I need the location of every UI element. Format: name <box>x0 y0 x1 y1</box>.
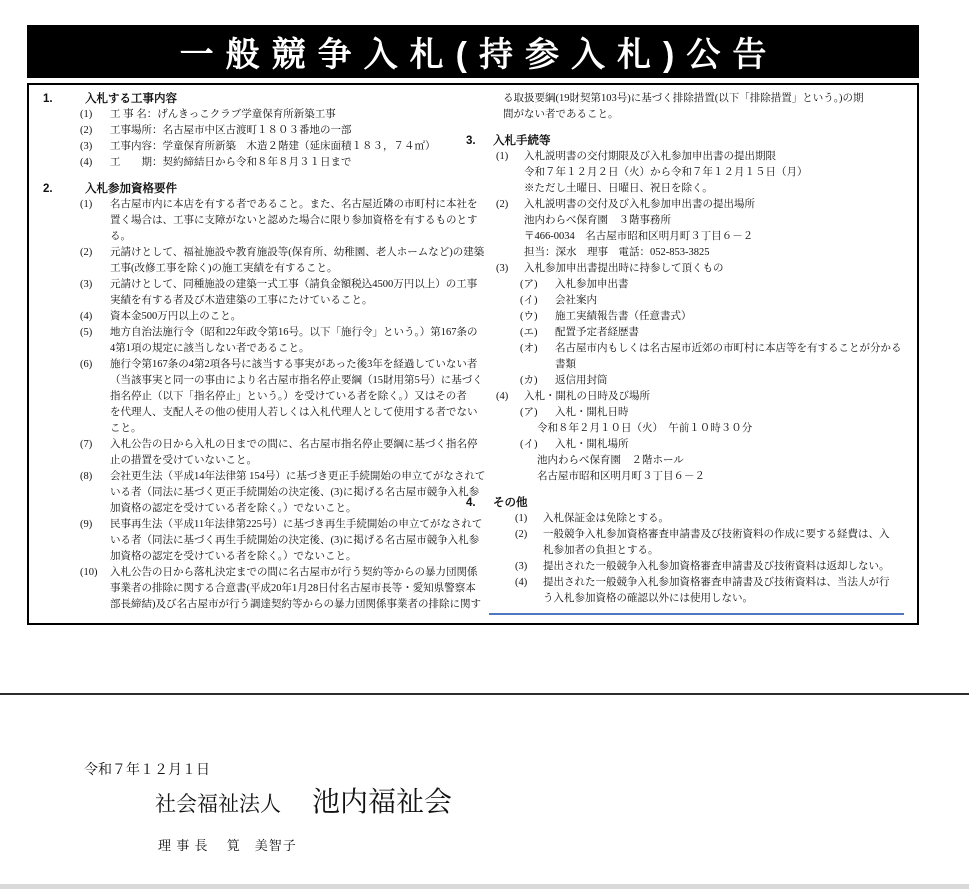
signer-name: 筧 美智子 <box>226 838 297 853</box>
org-type: 社会福祉法人 <box>155 792 281 816</box>
issue-date: 令和７年１２月１日 <box>84 763 210 778</box>
line-text: 元請けとして、福祉施設や教育施設等(保育所、幼稚園、老人ホームなど)の建築 <box>110 247 485 258</box>
line-text: 名古屋市内もしくは名古屋市近郊の市町村に本店等を有することが分かる <box>555 343 902 354</box>
section-heading <box>466 133 914 149</box>
line-text: 〒466-0034 名古屋市昭和区明月町３丁目６－２ <box>524 231 754 242</box>
line-text: 地方自治法施行令（昭和22年政令第16号。以下「施行令」という。）第167条の <box>110 327 478 338</box>
text-line <box>43 229 463 245</box>
text-line <box>43 549 463 565</box>
text-line <box>466 149 914 165</box>
text-line <box>43 565 478 581</box>
line-text: 担当：深水 理事 電話：052-853-3825 <box>524 247 710 258</box>
bottom-edge-strip <box>0 884 969 889</box>
line-text: 置く場合は、工事に支障がないと認めた場合に限り参加資格を有するものとす <box>110 215 478 226</box>
section-heading <box>43 181 463 197</box>
line-label: (10) <box>80 567 98 578</box>
line-text: 入札説明書の交付期限及び入札参加申出書の提出期限 <box>524 151 776 162</box>
text-line <box>43 107 463 123</box>
line-text: 池内わらべ保育園 ３階事務所 <box>524 215 671 226</box>
text-line <box>43 213 478 229</box>
line-text: 会社案内 <box>555 295 597 306</box>
text-line <box>43 277 478 293</box>
line-label: (ウ) <box>520 311 538 322</box>
text-line <box>466 325 914 341</box>
line-label: (2) <box>515 529 528 540</box>
line-text: 工事内容：学童保育所新築 木造２階建（延床面積１８３，７４㎡） <box>110 141 436 152</box>
line-text: 実績を有する者及び木造建築の工事にたけていること。 <box>110 295 373 306</box>
line-label: (4) <box>496 391 509 402</box>
line-text: 部長締結)及び名古屋市が行う調達契約等からの暴力団関係事業者の排除に関す <box>110 599 481 610</box>
line-text: 名古屋市内に本店を有する者であること。また、名古屋近隣の市町村に本社を <box>110 199 478 210</box>
section-number: 1. <box>43 93 53 105</box>
line-text: 工 事 名：げんきっこクラブ学童保育所新築工事 <box>110 109 336 120</box>
line-label: (3) <box>496 263 509 274</box>
text-line <box>43 389 467 405</box>
text-line <box>466 197 914 213</box>
line-label: (イ) <box>520 439 538 450</box>
line-text: 加資格の認定を受けている者を除く。）でないこと。 <box>110 503 357 514</box>
line-text: 提出された一般競争入札参加資格審査申請書及び技術資料は、当法人が行 <box>543 577 890 588</box>
text-line <box>466 389 914 405</box>
text-line <box>43 597 481 613</box>
line-text: 入札・開札日時 <box>555 407 629 418</box>
line-label: (ア) <box>520 279 538 290</box>
text-line <box>43 245 485 261</box>
section-heading <box>43 91 463 107</box>
line-text: 入札説明書の交付及び入札参加申出書の提出場所 <box>524 199 755 210</box>
line-text: 事業者の排除に関する合意書(平成20年1月28日付名古屋市長等・愛知県警察本 <box>110 583 476 594</box>
text-line <box>466 543 914 559</box>
text-line <box>466 213 914 229</box>
line-text: 名古屋市昭和区明月町３丁目６－２ <box>537 471 705 482</box>
text-line <box>43 501 463 517</box>
text-line <box>466 277 914 293</box>
text-line <box>466 165 914 181</box>
text-line <box>466 341 914 357</box>
text-line <box>43 581 476 597</box>
line-text: こと。 <box>110 423 142 434</box>
line-text: 入札参加申出書提出時に持参して頂くもの <box>524 263 724 274</box>
line-label: (ア) <box>520 407 538 418</box>
text-line <box>466 373 914 389</box>
line-text: る。 <box>110 231 131 242</box>
line-text: 工事(改修工事を除く)の施工実績を有すること。 <box>110 263 338 274</box>
text-line <box>43 293 463 309</box>
line-text: 令和８年２月１０日（火） 午前１０時３０分 <box>537 423 753 434</box>
left-column <box>43 91 486 613</box>
line-text: 民事再生法（平成11年法律第225号）に基づき再生手続開始の申立てがなされて <box>110 519 483 530</box>
text-line <box>466 591 914 607</box>
text-line <box>466 469 914 485</box>
text-line <box>466 511 914 527</box>
text-line <box>466 453 914 469</box>
line-label: (7) <box>80 439 93 450</box>
text-line <box>43 341 463 357</box>
line-text: 入札公告の日から入札の日までの間に、名古屋市指名停止要綱に基づく指名停 <box>110 439 478 450</box>
line-label: (2) <box>80 247 93 258</box>
line-label: (オ) <box>520 343 538 354</box>
line-text: 会社更生法（平成14年法律第 154号）に基づき更正手続開始の申立てがなされて <box>110 471 486 482</box>
line-label: (2) <box>80 125 93 136</box>
section-title: 入札参加資格要件 <box>85 183 177 195</box>
line-text: いる者（同法に基づく更正手続開始の決定後、(3)に掲げる名古屋市競争入札参 <box>110 487 480 498</box>
line-text: 返信用封筒 <box>555 375 608 386</box>
text-line <box>43 309 463 325</box>
organization-line <box>155 780 452 820</box>
line-label: (1) <box>80 109 93 120</box>
line-text: 入札・開札の日時及び場所 <box>524 391 650 402</box>
line-text: 工 期：契約締結日から令和８年８月３１日まで <box>110 157 352 168</box>
line-label: (イ) <box>520 295 538 306</box>
line-text: 入札保証金は免除とする。 <box>543 513 669 524</box>
line-text: を代理人、支配人その他の使用人若しくは入札代理人として使用する者でない <box>110 407 478 418</box>
line-label: (カ) <box>520 375 538 386</box>
line-text: 令和７年１２月２日（火）から令和７年１２月１５日（月） <box>524 167 808 178</box>
text-line <box>466 575 914 591</box>
text-line <box>43 155 463 171</box>
text-line <box>43 197 478 213</box>
line-label: (1) <box>496 151 509 162</box>
text-line <box>43 421 463 437</box>
signer-line <box>158 835 297 854</box>
line-text: いる者（同法に基づく再生手続開始の決定後、(3)に掲げる名古屋市競争入札参 <box>110 535 480 546</box>
line-label: (9) <box>80 519 93 530</box>
line-text: 配置予定者経歴書 <box>555 327 639 338</box>
line-text: 池内わらべ保育園 ２階ホール <box>537 455 684 466</box>
line-label: (3) <box>515 561 528 572</box>
section-number: 4. <box>466 497 476 509</box>
text-line <box>466 309 914 325</box>
line-text: 施工実績報告書（任意書式） <box>555 311 692 322</box>
org-name: 池内福祉会 <box>312 787 453 818</box>
text-line <box>43 485 480 501</box>
page-divider-rule <box>0 693 969 695</box>
line-text: 入札・開札場所 <box>555 439 629 450</box>
text-line <box>466 91 914 107</box>
page-title: 一般競争入札(持参入札)公告 <box>179 36 779 74</box>
text-line <box>466 559 914 575</box>
line-label: (4) <box>80 311 93 322</box>
line-text: う入札参加資格の確認以外には使用しない。 <box>543 593 753 604</box>
line-text: 間がない者であること。 <box>503 109 619 120</box>
text-line <box>43 139 463 155</box>
text-line <box>43 261 463 277</box>
text-line <box>466 437 914 453</box>
line-label: (4) <box>80 157 93 168</box>
section-number: 3. <box>466 135 476 147</box>
text-line <box>43 517 483 533</box>
text-line <box>466 107 914 123</box>
line-text: 指名停止（以下「指名停止」という。）を受けている者を除く。）又はその者 <box>110 391 467 402</box>
right-column <box>466 91 914 615</box>
text-line <box>43 405 478 421</box>
line-text: 元請けとして、同種施設の建築一式工事（請負金額税込4500万円以上）の工事 <box>110 279 478 290</box>
line-label: (3) <box>80 141 93 152</box>
text-line <box>466 421 914 437</box>
text-line <box>43 123 463 139</box>
line-text: 加資格の認定を受けている者を除く。）でないこと。 <box>110 551 357 562</box>
text-line <box>43 373 483 389</box>
section-title: 入札手続等 <box>493 135 551 147</box>
text-line <box>43 453 463 469</box>
line-label: (6) <box>80 359 93 370</box>
line-label: (1) <box>515 513 528 524</box>
line-text: （当該事実と同一の事由により名古屋市指名停止要綱（15財用第5号）に基づく <box>110 375 483 386</box>
line-label: (4) <box>515 577 528 588</box>
line-text: 止の措置を受けていないこと。 <box>110 455 257 466</box>
line-text: 資本金500万円以上のこと。 <box>110 311 242 322</box>
text-line <box>43 325 478 341</box>
text-line <box>466 261 914 277</box>
text-line <box>466 245 914 261</box>
line-text: 入札参加申出書 <box>555 279 629 290</box>
text-line <box>466 357 914 373</box>
text-line <box>466 229 914 245</box>
text-line <box>43 469 486 485</box>
title-banner <box>27 25 919 78</box>
text-line <box>466 181 914 197</box>
section-heading <box>466 495 914 511</box>
section-divider-rule <box>489 613 904 615</box>
line-text: 工事場所：名古屋市中区古渡町１８０３番地の一部 <box>110 125 352 136</box>
notice-document <box>27 83 919 625</box>
signer-title: 理 事 長 <box>158 838 209 853</box>
text-line <box>466 293 914 309</box>
line-text: る取扱要綱(19財契第103号)に基づく排除措置(以下「排除措置」という。)の期 <box>503 93 864 104</box>
text-line <box>43 533 480 549</box>
section-number: 2. <box>43 183 53 195</box>
line-text: 書類 <box>555 359 576 370</box>
line-label: (5) <box>80 327 93 338</box>
line-label: (2) <box>496 199 509 210</box>
section-title: 入札する工事内容 <box>85 93 177 105</box>
text-line <box>43 357 478 373</box>
line-text: ※ただし土曜日、日曜日、祝日を除く。 <box>524 183 713 194</box>
line-text: 4第1項の規定に該当しない者であること。 <box>110 343 310 354</box>
line-text: 札参加者の負担とする。 <box>543 545 659 556</box>
line-text: 入札公告の日から落札決定までの間に名古屋市が行う契約等からの暴力団関係 <box>110 567 478 578</box>
text-line <box>466 405 914 421</box>
line-label: (1) <box>80 199 93 210</box>
line-label: (8) <box>80 471 93 482</box>
text-line <box>43 437 478 453</box>
section-title: その他 <box>493 497 528 509</box>
text-line <box>466 527 914 543</box>
line-text: 施行令第167条の4第2項各号に該当する事実があった後3年を経過していない者 <box>110 359 478 370</box>
line-label: (3) <box>80 279 93 290</box>
line-text: 一般競争入札参加資格審査申請書及び技術資料の作成に要する経費は、入 <box>543 529 890 540</box>
line-label: (エ) <box>520 327 538 338</box>
line-text: 提出された一般競争入札参加資格審査申請書及び技術資料は返却しない。 <box>543 561 890 572</box>
